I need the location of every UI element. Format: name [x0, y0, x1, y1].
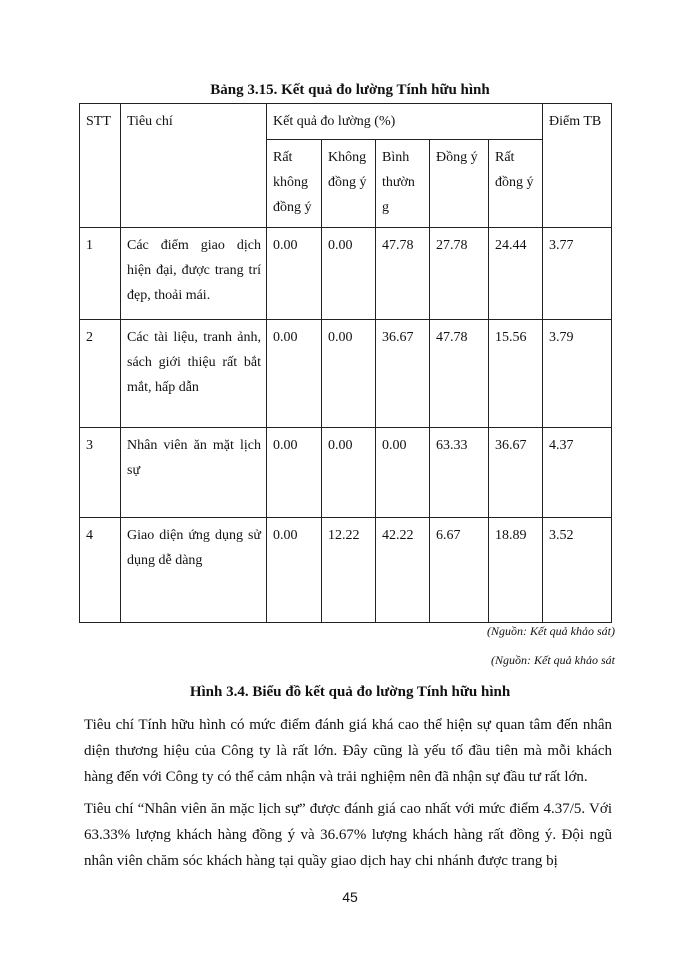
- results-table: [79, 103, 612, 623]
- cell-stt: 4: [80, 518, 121, 623]
- cell-value: 15.56: [489, 320, 543, 428]
- cell-stt: 1: [80, 228, 121, 320]
- header-result: Kết quả đo lường (%): [267, 104, 543, 140]
- table-row: [80, 320, 612, 428]
- body-paragraph: Tiêu chí “Nhân viên ăn mặc lịch sự” được đánh giá cao nhất với mức điểm 4.37/5. Với 63.33% lượng khách hàng đồng ý và 36.67% lượng khách hàng rất đồng ý. Đội ngũ nhân viên chăm sóc khách hàng tại quầy giao dịch hay chi nhánh được trang bị: [84, 801, 612, 869]
- cell-criterion: Nhân viên ăn mặt lịch sự: [121, 428, 267, 518]
- cell-criterion: Các điểm giao dịch hiện đại, được trang trí đẹp, thoải mái.: [121, 228, 267, 320]
- cell-value: 27.78: [430, 228, 489, 320]
- table-row: [80, 518, 612, 623]
- header-criterion: Tiêu chí: [121, 104, 267, 228]
- header-level: Không đồng ý: [322, 140, 376, 228]
- header-stt: STT: [80, 104, 121, 228]
- figure-source-note: (Nguồn: Kết quả khảo sát: [491, 653, 615, 667]
- cell-value: 12.22: [322, 518, 376, 623]
- header-level: Rất không đồng ý: [267, 140, 322, 228]
- table-source-note: (Nguồn: Kết quả khảo sát): [487, 624, 615, 638]
- header-level: Bình thườn g: [376, 140, 430, 228]
- cell-value: 47.78: [376, 228, 430, 320]
- header-row: [80, 104, 612, 140]
- cell-score: 3.52: [543, 518, 612, 623]
- body-paragraph: Tiêu chí Tính hữu hình có mức điểm đánh giá khá cao thể hiện sự quan tâm đến nhân diện thương hiệu của Công ty là rất lớn. Đây cũng là yếu tố đầu tiên mà mỗi khách hàng đến với Công ty có thể cảm nhận và trải nghiệm nên đã nhận sự đầu tư rất lớn.: [84, 717, 612, 785]
- table-row: [80, 428, 612, 518]
- page-number: 45: [342, 889, 358, 905]
- cell-value: 0.00: [267, 228, 322, 320]
- table-title: Bảng 3.15. Kết quả đo lường Tính hữu hình: [210, 82, 490, 98]
- cell-score: 3.77: [543, 228, 612, 320]
- header-score: Điểm TB: [543, 104, 612, 228]
- header-level: Rất đồng ý: [489, 140, 543, 228]
- cell-value: 0.00: [322, 428, 376, 518]
- cell-value: 63.33: [430, 428, 489, 518]
- cell-value: 18.89: [489, 518, 543, 623]
- cell-value: 0.00: [322, 320, 376, 428]
- cell-value: 0.00: [322, 228, 376, 320]
- cell-value: 47.78: [430, 320, 489, 428]
- cell-score: 4.37: [543, 428, 612, 518]
- cell-value: 6.67: [430, 518, 489, 623]
- cell-value: 36.67: [376, 320, 430, 428]
- header-level: Đồng ý: [430, 140, 489, 228]
- cell-stt: 3: [80, 428, 121, 518]
- table-row: [80, 228, 612, 320]
- figure-title: Hình 3.4. Biểu đồ kết quả đo lường Tính hữu hình: [189, 684, 511, 700]
- cell-value: 0.00: [376, 428, 430, 518]
- cell-criterion: Các tài liệu, tranh ảnh, sách giới thiệu rất bắt mắt, hấp dẫn: [121, 320, 267, 428]
- cell-score: 3.79: [543, 320, 612, 428]
- cell-value: 0.00: [267, 320, 322, 428]
- cell-value: 24.44: [489, 228, 543, 320]
- cell-value: 0.00: [267, 428, 322, 518]
- cell-criterion: Giao diện ứng dụng sử dụng dễ dàng: [121, 518, 267, 623]
- cell-stt: 2: [80, 320, 121, 428]
- cell-value: 36.67: [489, 428, 543, 518]
- cell-value: 42.22: [376, 518, 430, 623]
- cell-value: 0.00: [267, 518, 322, 623]
